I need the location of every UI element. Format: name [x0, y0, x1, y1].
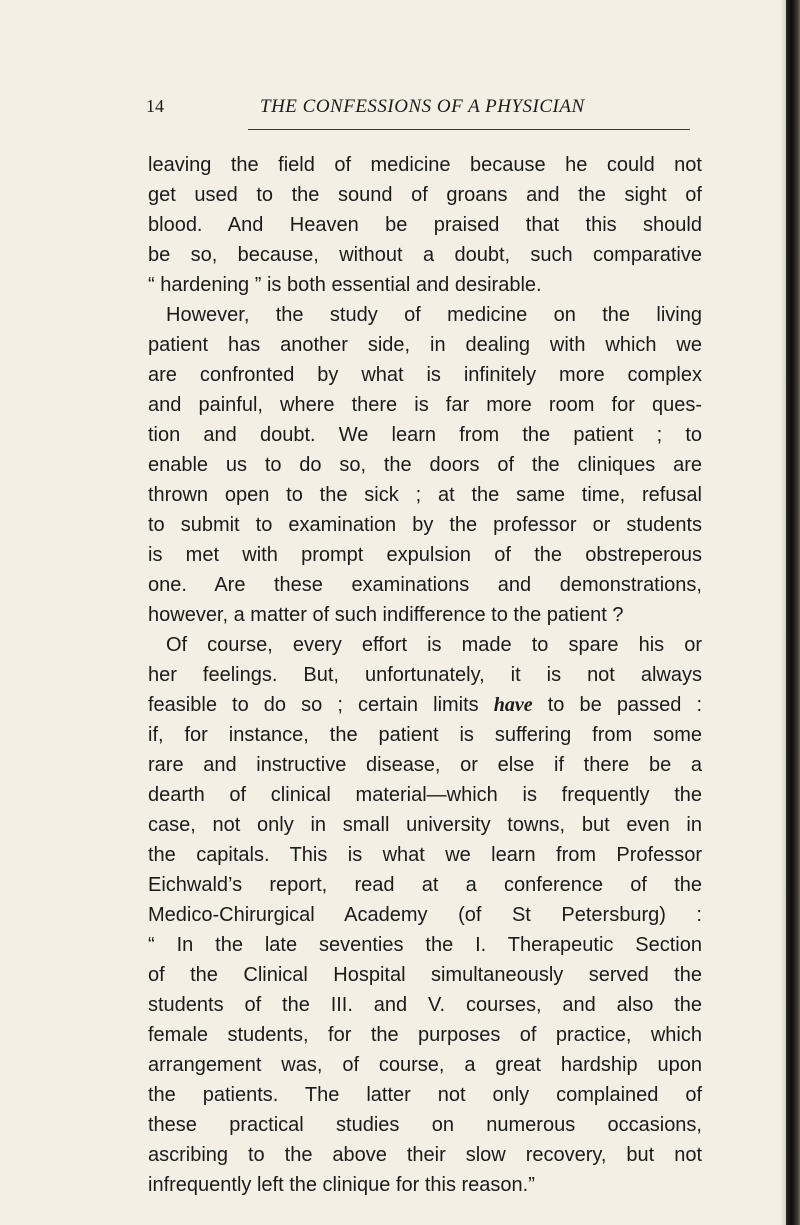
body-text	[148, 150, 702, 1200]
text-line: case, not only in small university towns, but even in	[148, 814, 702, 836]
text-line: students of the III. and V. courses, and also the	[148, 994, 702, 1016]
text-line: these practical studies on numerous occasions,	[148, 1114, 702, 1136]
text-line: her feelings. But, unfortunately, it is not always	[148, 664, 702, 686]
text-line: arrangement was, of course, a great hardship upon	[148, 1054, 702, 1076]
text-line: infrequently left the clinique for this reason.”	[148, 1174, 535, 1196]
text-line: “ In the late seventies the I. Therapeutic Section	[148, 934, 702, 956]
book-page-edge	[786, 0, 800, 1225]
text-line: Medico-Chirurgical Academy (of St Petersburg) :	[148, 904, 702, 926]
text-line: female students, for the purposes of practice, which	[148, 1024, 702, 1046]
text-line: rare and instructive disease, or else if there be a	[148, 754, 702, 776]
text-line: dearth of clinical material—which is frequently the	[148, 784, 702, 806]
text-segment: feasible to do so ; certain limits	[148, 694, 494, 716]
text-line: Of course, every effort is made to spare his or	[166, 634, 702, 656]
text-line: tion and doubt. We learn from the patient ; to	[148, 424, 702, 446]
text-line: leaving the field of medicine because he could not	[148, 154, 702, 176]
text-line: one. Are these examinations and demonstrations,	[148, 574, 702, 596]
text-line: blood. And Heaven be praised that this should	[148, 214, 702, 236]
text-line: get used to the sound of groans and the sight of	[148, 184, 702, 206]
running-head	[146, 96, 700, 126]
text-line: the patients. The latter not only complained of	[148, 1084, 702, 1106]
text-line: “ hardening ” is both essential and desirable.	[148, 274, 542, 296]
text-line: to submit to examination by the professor or students	[148, 514, 702, 536]
text-line: However, the study of medicine on the living	[166, 304, 702, 326]
text-line: of the Clinical Hospital simultaneously served the	[148, 964, 702, 986]
text-line: and painful, where there is far more room for ques-	[148, 394, 702, 416]
text-line	[148, 690, 702, 720]
page-number: 14	[146, 96, 164, 116]
text-line: Eichwald’s report, read at a conference of the	[148, 874, 702, 896]
emphasis-word: have	[493, 694, 533, 716]
text-line: are confronted by what is infinitely more complex	[148, 364, 702, 386]
running-title: THE CONFESSIONS OF A PHYSICIAN	[260, 96, 585, 117]
text-segment: to be passed :	[532, 694, 702, 716]
text-line: however, a matter of such indifference to the patient ?	[148, 604, 624, 626]
text-line: thrown open to the sick ; at the same time, refusal	[148, 484, 702, 506]
header-rule	[248, 129, 690, 130]
text-line: if, for instance, the patient is suffering from some	[148, 724, 702, 746]
text-line: ascribing to the above their slow recovery, but not	[148, 1144, 702, 1166]
text-line: be so, because, without a doubt, such comparative	[148, 244, 702, 266]
text-line: enable us to do so, the doors of the cliniques are	[148, 454, 702, 476]
text-line: patient has another side, in dealing with which we	[148, 334, 702, 356]
text-line: the capitals. This is what we learn from Professor	[148, 844, 702, 866]
text-line: is met with prompt expulsion of the obstreperous	[148, 544, 702, 566]
